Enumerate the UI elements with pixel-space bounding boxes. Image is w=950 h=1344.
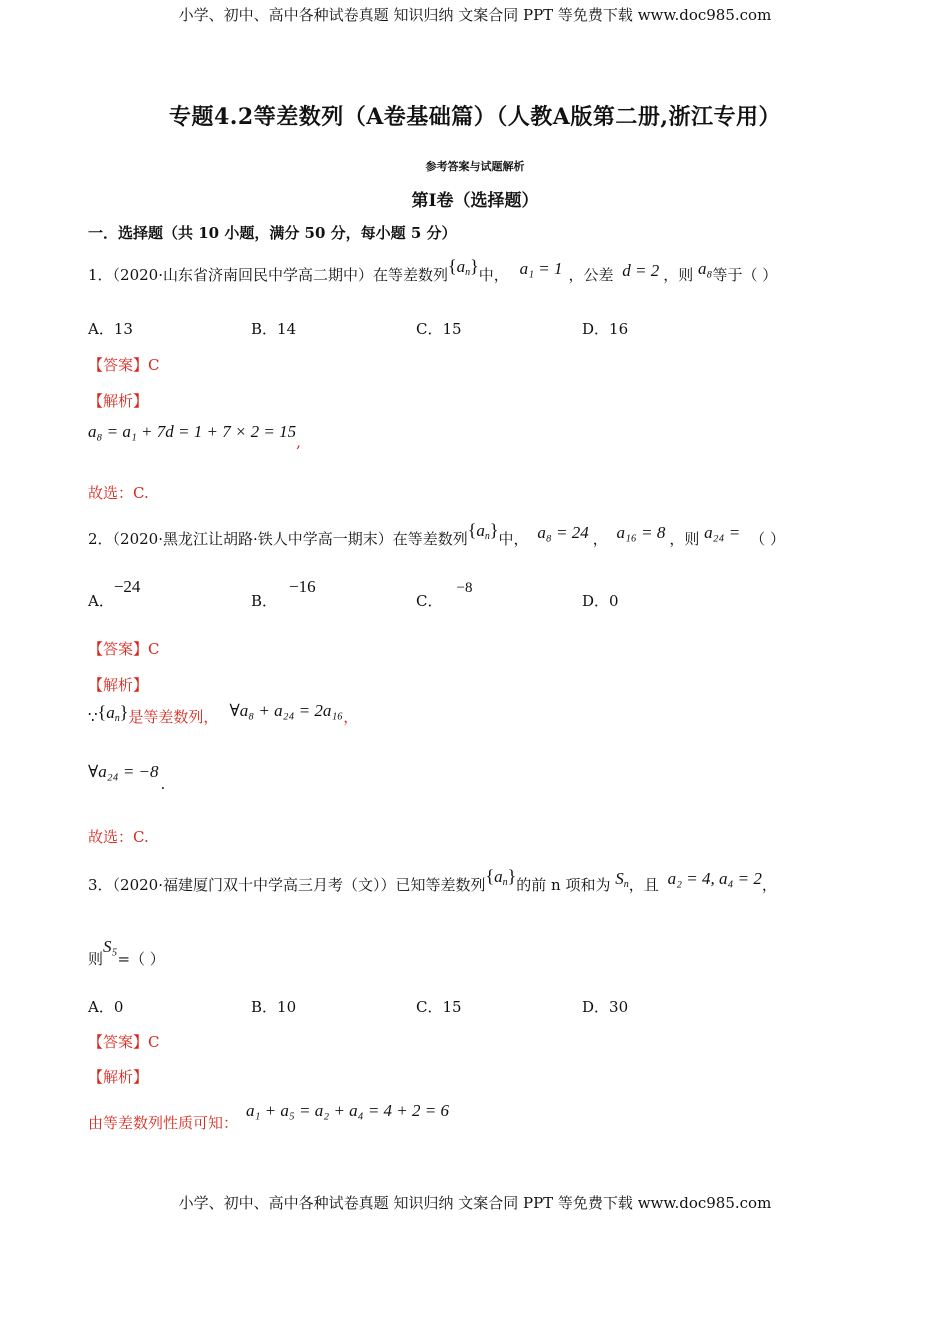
section-heading: 一．选择题（共 10 小题，满分 50 分，每小题 5 分） — [88, 224, 457, 242]
q2-option-d: D．0 — [582, 592, 619, 610]
q2-solution-line-2: ∀a₂₄ = −8. — [88, 762, 166, 793]
q1-option-b: B．14 — [251, 320, 297, 338]
q2-sol-seq: $\{a_n\}$ — [97, 702, 129, 724]
q3-option-c: C．15 — [416, 998, 462, 1016]
q3-stem-b: 的前 n 项和为 — [516, 876, 611, 894]
question-3-stem: 3．（2020·福建厦门双十中学高三月考（文））已知等差数列$\{a_n\}$的前 n 项和为 $S_n$，且 a₂ = 4, a₄ = 2， — [88, 866, 777, 894]
q2-option-c: C．−8 — [416, 580, 473, 610]
page-title: 专题4.2等差数列（A卷基础篇）（人教A版第二册,浙江专用） — [168, 104, 782, 130]
q1-stem-d: ，则 — [663, 266, 694, 284]
q3-stem-e: =（ ） — [117, 950, 165, 968]
q3-math-cond: a₂ = 4, a₄ = 2 — [667, 869, 762, 888]
q3-math-seq: $\{a_n\}$ — [485, 866, 517, 888]
q3-solution — [88, 1100, 449, 1132]
page-footer: 小学、初中、高中各种试卷真题 知识归纳 文案合同 PPT 等免费下载 www.doc985.com — [178, 1194, 772, 1212]
q2-stem-d: ，则 — [669, 530, 700, 548]
q2-option-a-value: −24 — [113, 577, 141, 596]
q3-sol-eq: a₁ + a₅ = a₂ + a₄ = 4 + 2 = 6 — [246, 1101, 449, 1120]
q2-math-a8: a₈ = 24 — [537, 523, 589, 542]
page-header: 小学、初中、高中各种试卷真题 知识归纳 文案合同 PPT 等免费下载 www.doc985.com — [178, 6, 772, 24]
q1-math-seq: $\{a_n\}$ — [448, 256, 479, 278]
question-2-stem — [88, 520, 785, 550]
q3-stem-d: 则 — [88, 950, 104, 968]
q3-analysis-label: 【解析】 — [88, 1068, 149, 1086]
q2-sol-eq1: ∀a₈ + a₂₄ = 2a₁₆ — [229, 701, 344, 720]
q1-stem-a: 1．（2020·山东省济南回民中学高二期中）在等差数列 — [88, 266, 448, 284]
q1-math-a1: a₁ = 1 — [519, 259, 563, 278]
q2-math-seq: $\{a_n\}$ — [467, 520, 499, 542]
q2-math-a16: a₁₆ = 8 — [616, 523, 666, 542]
q1-conclusion: 故选：C. — [88, 484, 149, 502]
q2-option-b-value: −16 — [289, 577, 316, 596]
q2-solution-line-1: $\because\{a_n\}$是等差数列， ∀a₈ + a₂₄ = 2a₁₆， — [88, 701, 359, 726]
q2-stem-a: 2．（2020·黑龙江让胡路·铁人中学高一期末）在等差数列 — [88, 530, 468, 548]
q2-analysis-label: 【解析】 — [88, 676, 149, 694]
question-3-stem-line-2 — [88, 937, 165, 969]
q3-answer-label: 【答案】C — [88, 1033, 160, 1051]
q2-option-b: B．−16 — [251, 577, 316, 610]
q3-math-s5: S₅ — [103, 937, 118, 956]
q2-sol-eq2: ∀a₂₄ = −8 — [88, 762, 159, 781]
q3-stem-a: 3．（2020·福建厦门双十中学高三月考（文））已知等差数列 — [88, 876, 486, 894]
q2-stem-c: ， — [592, 530, 608, 548]
q1-stem-c: ，公差 — [568, 266, 614, 284]
q3-stem-c: ，且 — [628, 876, 659, 894]
q1-option-d: D．16 — [582, 320, 629, 338]
q1-answer-label: 【答案】C — [88, 356, 160, 374]
q2-option-a: A．−24 — [88, 577, 141, 610]
q1-solution: a₈ = a₁ + 7d = 1 + 7 × 2 = 15, — [88, 422, 301, 451]
q1-option-c: C．15 — [416, 320, 462, 338]
q1-math-a8: a₈ — [698, 259, 713, 278]
q3-option-b: B．10 — [251, 998, 297, 1016]
q3-option-a: A．0 — [88, 998, 124, 1016]
q1-analysis-label: 【解析】 — [88, 392, 149, 410]
q2-option-c-value: −8 — [456, 580, 473, 596]
q1-solution-eq: a₈ = a₁ + 7d = 1 + 7 × 2 = 15 — [88, 422, 297, 441]
page-subtitle: 参考答案与试题解析 — [425, 160, 525, 173]
q1-option-a: A．13 — [88, 320, 133, 338]
q1-math-d: d = 2 — [622, 261, 660, 280]
q2-math-a24: a₂₄ = — [704, 523, 741, 542]
q1-stem-e: 等于（ ） — [712, 266, 778, 284]
q2-stem-b: 中， — [498, 530, 529, 548]
q3-math-sn: $S_n$ — [615, 869, 629, 890]
q3-sol-text: 由等差数列性质可知： — [88, 1114, 239, 1132]
q2-conclusion: 故选：C. — [88, 828, 149, 846]
q1-stem-b: 中， — [478, 266, 509, 284]
q2-sol-text: 是等差数列， — [128, 708, 219, 726]
q3-option-d: D．30 — [582, 998, 629, 1016]
volume-heading: 第Ⅰ卷（选择题） — [411, 191, 539, 211]
q2-stem-e: （ ） — [750, 530, 785, 548]
q2-answer-label: 【答案】C — [88, 640, 160, 658]
because-icon: ∵ — [88, 710, 98, 726]
question-1-stem — [88, 256, 778, 286]
